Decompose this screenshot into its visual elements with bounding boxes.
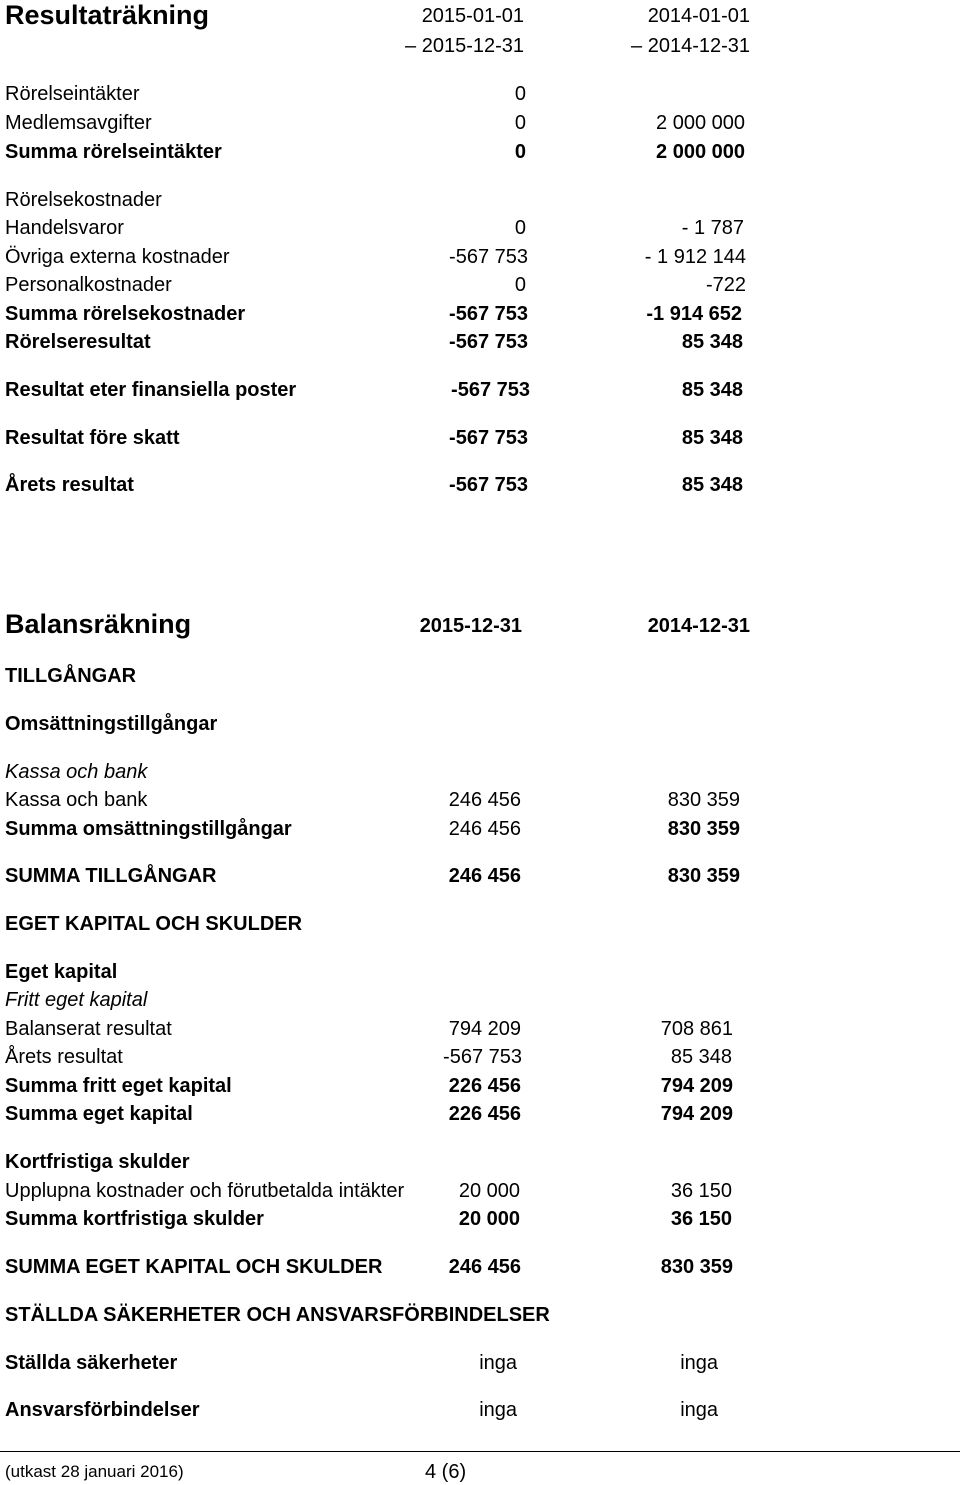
income-row-v2: 2 000 000 bbox=[656, 141, 745, 163]
balance-row-v1: 246 456 bbox=[448, 818, 521, 840]
income-row-v2: - 1 912 144 bbox=[644, 246, 746, 268]
income-row-v2: 85 348 bbox=[681, 474, 743, 496]
balance-row-label: SUMMA EGET KAPITAL OCH SKULDER bbox=[5, 1256, 383, 1278]
balance-row-v2: 708 861 bbox=[660, 1018, 733, 1040]
balance-row-label: Balanserat resultat bbox=[5, 1018, 172, 1040]
balance-row-v2: inga bbox=[680, 1352, 718, 1374]
balance-row-v1: -567 753 bbox=[443, 1046, 522, 1068]
balance-row-label: Omsättningstillgångar bbox=[5, 713, 218, 735]
balance-row-label: Eget kapital bbox=[5, 961, 118, 983]
footer-draft-note: (utkast 28 januari 2016) bbox=[5, 1462, 184, 1481]
income-row-v2: - 1 787 bbox=[681, 217, 744, 239]
balance-row-v1: 246 456 bbox=[448, 789, 521, 811]
income-col1-from: 2015-01-01 bbox=[421, 5, 524, 27]
balance-row-label: Kassa och bank bbox=[5, 789, 148, 811]
balance-row-label: Fritt eget kapital bbox=[5, 989, 148, 1011]
income-row-label: Årets resultat bbox=[5, 474, 134, 496]
income-row-label: Summa rörelsekostnader bbox=[5, 303, 246, 325]
balance-row-label: EGET KAPITAL OCH SKULDER bbox=[5, 913, 303, 935]
income-row-label: Personalkostnader bbox=[5, 274, 172, 296]
balance-row-v1: 20 000 bbox=[458, 1208, 520, 1230]
income-row-v1: 0 bbox=[514, 83, 526, 105]
income-col1-to: – 2015-12-31 bbox=[405, 35, 524, 57]
income-row-v2: 85 348 bbox=[681, 379, 743, 401]
balance-row-v1: 246 456 bbox=[448, 1256, 521, 1278]
balance-row-label: Summa eget kapital bbox=[5, 1103, 193, 1125]
balance-row-v1: inga bbox=[479, 1399, 517, 1421]
income-row-v1: 0 bbox=[514, 274, 526, 296]
income-row-v2: 85 348 bbox=[681, 331, 743, 353]
footer-page-number: 4 (6) bbox=[425, 1461, 467, 1483]
income-row-label: Summa rörelseintäkter bbox=[5, 141, 222, 163]
balance-title: Balansräkning bbox=[5, 609, 192, 639]
income-row-v1: -567 753 bbox=[449, 427, 528, 449]
balance-row-label: Upplupna kostnader och förutbetalda intäkter bbox=[5, 1180, 405, 1202]
balance-row-label: TILLGÅNGAR bbox=[5, 665, 137, 687]
income-row-v1: -567 753 bbox=[449, 303, 528, 325]
balance-row-v2: 794 209 bbox=[660, 1075, 733, 1097]
balance-row-v2: 830 359 bbox=[667, 865, 740, 887]
balance-row-v1: 226 456 bbox=[448, 1075, 521, 1097]
income-row-v1: -567 753 bbox=[449, 474, 528, 496]
income-title: Resultaträkning bbox=[5, 0, 210, 30]
footer-divider bbox=[0, 1451, 960, 1452]
income-row-v2: -722 bbox=[705, 274, 746, 296]
income-col2-from: 2014-01-01 bbox=[647, 5, 750, 27]
balance-row-v1: 794 209 bbox=[448, 1018, 521, 1040]
income-row-v2: 85 348 bbox=[681, 427, 743, 449]
balance-row-label: Ansvarsförbindelser bbox=[5, 1399, 200, 1421]
income-row-v2: -1 914 652 bbox=[646, 303, 742, 325]
balance-row-v2: 830 359 bbox=[660, 1256, 733, 1278]
balance-row-label: Summa fritt eget kapital bbox=[5, 1075, 232, 1097]
income-col2-to: – 2014-12-31 bbox=[631, 35, 750, 57]
income-row-label: Rörelsekostnader bbox=[5, 189, 162, 211]
balance-row-v1: 226 456 bbox=[448, 1103, 521, 1125]
balance-col2: 2014-12-31 bbox=[647, 615, 750, 637]
income-row-v1: 0 bbox=[514, 112, 526, 134]
balance-row-v2: inga bbox=[680, 1399, 718, 1421]
balance-row-v2: 830 359 bbox=[667, 818, 740, 840]
balance-row-label: Summa omsättningstillgångar bbox=[5, 818, 292, 840]
income-row-label: Medlemsavgifter bbox=[5, 112, 152, 134]
income-row-v1: -567 753 bbox=[449, 331, 528, 353]
income-row-label: Rörelseintäkter bbox=[5, 83, 140, 105]
balance-row-v2: 36 150 bbox=[670, 1208, 732, 1230]
balance-row-v2: 85 348 bbox=[670, 1046, 732, 1068]
balance-col1: 2015-12-31 bbox=[419, 615, 522, 637]
balance-row-label: Kortfristiga skulder bbox=[5, 1151, 190, 1173]
balance-row-label: Summa kortfristiga skulder bbox=[5, 1208, 264, 1230]
balance-row-v1: 20 000 bbox=[458, 1180, 520, 1202]
income-row-label: Rörelseresultat bbox=[5, 331, 151, 353]
balance-row-v2: 36 150 bbox=[670, 1180, 732, 1202]
balance-row-label: STÄLLDA SÄKERHETER OCH ANSVARSFÖRBINDELSER bbox=[5, 1304, 550, 1326]
income-row-label: Handelsvaror bbox=[5, 217, 124, 239]
income-row-v1: 0 bbox=[514, 217, 526, 239]
income-row-v2: 2 000 000 bbox=[656, 112, 745, 134]
balance-row-v2: 830 359 bbox=[667, 789, 740, 811]
balance-row-label: Årets resultat bbox=[5, 1046, 123, 1068]
income-row-label: Resultat eter finansiella poster bbox=[5, 379, 297, 401]
income-row-v1: -567 753 bbox=[449, 246, 528, 268]
balance-row-v1: 246 456 bbox=[448, 865, 521, 887]
income-row-v1: 0 bbox=[514, 141, 526, 163]
income-row-label: Resultat före skatt bbox=[5, 427, 180, 449]
balance-row-v1: inga bbox=[479, 1352, 517, 1374]
income-row-label: Övriga externa kostnader bbox=[5, 246, 230, 268]
income-row-v1: -567 753 bbox=[451, 379, 530, 401]
balance-row-label: Kassa och bank bbox=[5, 761, 148, 783]
balance-row-v2: 794 209 bbox=[660, 1103, 733, 1125]
balance-row-label: SUMMA TILLGÅNGAR bbox=[5, 865, 217, 887]
balance-row-label: Ställda säkerheter bbox=[5, 1352, 178, 1374]
